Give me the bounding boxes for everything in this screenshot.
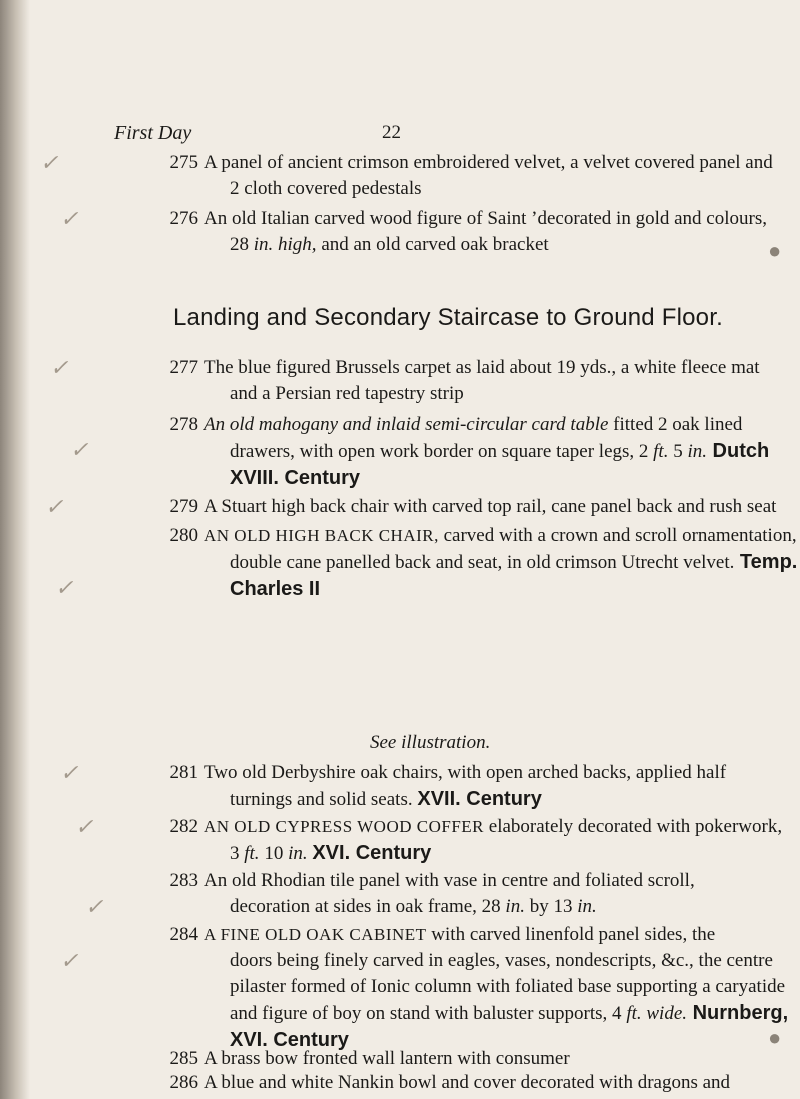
lot-number: 284 (169, 924, 198, 945)
pencil-annotation: ✓ (60, 760, 79, 785)
text-fragment: AN OLD CYPRESS WOOD COFFER (204, 817, 485, 836)
text-fragment: double cane panelled back and seat, in old crimson Utrecht velvet. (230, 552, 735, 573)
text-fragment: Temp. (734, 551, 798, 573)
lot-text-line: A brass bow fronted wall lantern with consumer (204, 1048, 570, 1069)
lot-275 (169, 150, 773, 202)
lot-283 (169, 868, 749, 920)
text-fragment: 28 (230, 234, 249, 255)
text-fragment: in. (687, 441, 707, 462)
lot-text-line: A blue and white Nankin bowl and cover decorated with dragons and (204, 1072, 731, 1093)
text-fragment: A FINE OLD OAK CABINET (204, 925, 427, 944)
lot-text-line (204, 549, 798, 576)
lot-text-line: pilaster formed of Ionic column with foliated base supporting a caryatide (230, 976, 786, 997)
lot-text-line (204, 523, 797, 549)
lot-number: 275 (169, 152, 198, 173)
text-fragment: 5 (668, 441, 688, 462)
lot-text-line (204, 922, 749, 948)
text-fragment: in. (505, 896, 525, 917)
pencil-annotation: ✓ (40, 150, 59, 175)
text-fragment: ft. (244, 843, 260, 864)
lot-number: 285 (169, 1048, 198, 1069)
lot-text-line (204, 438, 770, 465)
lot-278 (169, 412, 770, 491)
lot-number: 282 (169, 816, 198, 837)
lot-text-line: An old Rhodian tile panel with vase in centre and foliated scroll, (204, 870, 695, 891)
lot-text-line: 2 cloth covered pedestals (230, 178, 422, 199)
lot-text-line (204, 894, 749, 920)
lot-number: 279 (169, 496, 198, 517)
lot-text-line (204, 232, 749, 258)
lot-text-line (204, 814, 783, 840)
text-fragment: with carved linenfold panel sides, the (426, 924, 716, 945)
lot-281 (169, 760, 749, 813)
lot-period: XVIII. Century (230, 467, 361, 489)
pencil-annotation: ✓ (75, 814, 94, 839)
lot-number: 276 (169, 208, 198, 229)
text-fragment: Dutch (707, 440, 770, 462)
text-fragment: 3 (230, 843, 245, 864)
text-fragment: 10 (259, 843, 289, 864)
text-fragment: in. (288, 843, 308, 864)
text-fragment: and an old carved oak bracket (316, 234, 549, 255)
lot-286 (169, 1070, 749, 1096)
text-fragment: elaborately decorated with pokerwork, (484, 816, 783, 837)
lot-period: Charles II (230, 578, 321, 600)
pencil-annotation: ✓ (45, 494, 64, 519)
lot-number: 278 (169, 414, 198, 435)
lot-text-line: doors being finely carved in eagles, vases, nondescripts, &c., the centre (230, 950, 773, 971)
lot-period: XVI. Century (230, 1029, 349, 1051)
lot-text-line: The blue figured Brussels carpet as laid about 19 yds., a white fleece mat (204, 357, 760, 378)
lot-text-line: A Stuart high back chair with carved top rail, cane panel back and rush seat (204, 496, 777, 517)
lot-277 (169, 355, 760, 407)
text-fragment: turnings and solid seats. (230, 789, 413, 810)
text-fragment: fitted 2 oak lined (608, 414, 743, 435)
text-fragment: ft. (653, 441, 669, 462)
text-fragment: carved with a crown and scroll ornamentation, (438, 525, 797, 546)
text-fragment: in. high, (253, 234, 317, 255)
section-heading: Landing and Secondary Staircase to Ground Floor. (173, 304, 723, 331)
lot-285 (169, 1046, 749, 1072)
lot-text-line (204, 412, 749, 438)
running-head: First Day (114, 122, 192, 144)
page-number: 22 (382, 122, 401, 143)
see-illustration-note: See illustration. (370, 732, 491, 753)
text-fragment: AN OLD HIGH BACK CHAIR, (204, 526, 439, 545)
text-fragment: Nurnberg, (687, 1002, 789, 1024)
lot-text-line: and a Persian red tapestry strip (230, 383, 464, 404)
text-fragment: drawers, with open work border on square taper legs, 2 (230, 441, 654, 462)
pencil-annotation: ✓ (85, 894, 104, 919)
lot-number: 277 (169, 357, 198, 378)
lot-280 (169, 523, 798, 602)
pencil-annotation: ✓ (50, 355, 69, 380)
text-fragment: An old mahogany and inlaid semi-circular card table (204, 414, 609, 435)
text-fragment: XVII. Century (417, 788, 542, 810)
binding-hole: ● (768, 238, 782, 263)
lot-284 (169, 922, 789, 1053)
pencil-annotation: ✓ (60, 206, 79, 231)
lot-number: 281 (169, 762, 198, 783)
pencil-annotation: ✓ (55, 575, 74, 600)
lot-282 (169, 814, 783, 867)
text-fragment: ft. wide. (626, 1003, 688, 1024)
lot-276 (169, 206, 767, 258)
lot-number: 283 (169, 870, 198, 891)
pencil-annotation: ✓ (70, 437, 89, 462)
binding-hole: ● (768, 1025, 782, 1050)
lot-number: 286 (169, 1072, 198, 1093)
text-fragment: decoration at sides in oak frame, 28 (230, 896, 506, 917)
lot-text-line: Two old Derbyshire oak chairs, with open arched backs, applied half (204, 762, 727, 783)
text-fragment: XVI. Century (312, 842, 432, 864)
lot-279 (169, 494, 777, 520)
text-fragment: by 13 (524, 896, 578, 917)
text-fragment: and figure of boy on stand with baluster supports, 4 (230, 1003, 627, 1024)
pencil-annotation: ✓ (60, 948, 79, 973)
lot-text-line (204, 786, 749, 813)
lot-number: 280 (169, 525, 198, 546)
lot-text-line (204, 1000, 789, 1027)
lot-text-line: A panel of ancient crimson embroidered velvet, a velvet covered panel and (204, 152, 773, 173)
page-edge-shadow (0, 0, 30, 1099)
lot-text-line (204, 840, 749, 867)
lot-text-line: An old Italian carved wood figure of Saint ’decorated in gold and colours, (204, 208, 767, 229)
text-fragment: in. (577, 896, 597, 917)
